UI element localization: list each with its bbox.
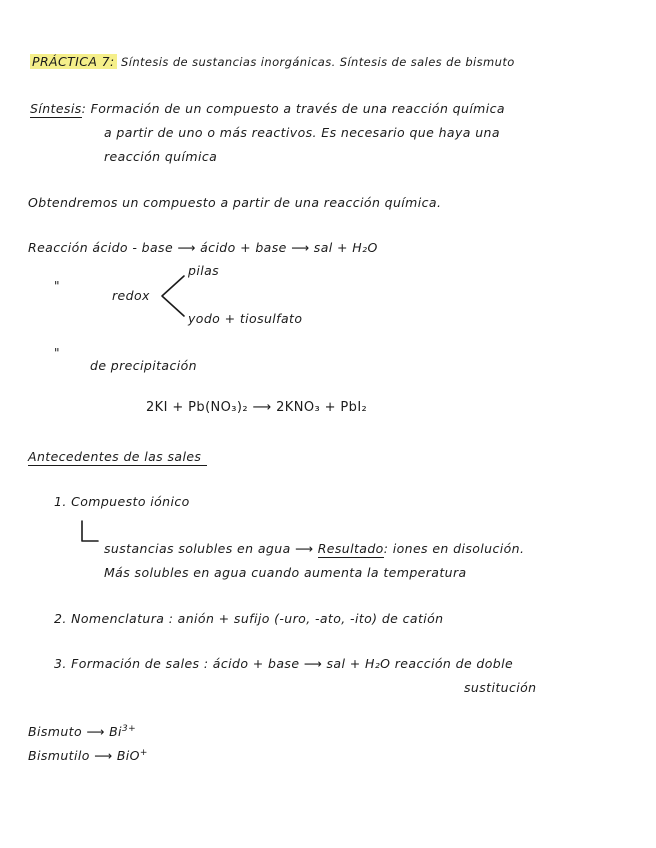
redox-pilas: pilas: [188, 263, 220, 278]
sintesis-line-3: reacción química: [104, 149, 218, 164]
item-1-connector: [82, 521, 98, 541]
antecedentes-heading-text: Antecedentes de las sales: [28, 449, 207, 466]
title-text: Síntesis de sustancias inorgánicas. Síntesis de sales de bismuto: [121, 55, 515, 69]
bismuto-formula: Bismuto ⟶ Bi: [28, 724, 122, 740]
obtendremos-line: Obtendremos un compuesto a partir de una reacción química.: [28, 195, 442, 210]
item1-result-label: Resultado: [317, 541, 384, 556]
sintesis-line-2: a partir de uno o más reactivos. Es necesario que haya una: [104, 125, 500, 140]
ditto-mark: ": [54, 279, 60, 293]
reaccion-precipitacion: de precipitación: [90, 358, 197, 373]
item1-text-b: : iones en disolución.: [383, 541, 525, 556]
redox-yodo: yodo + tiosulfato: [188, 311, 303, 326]
bismutilo-formula: Bismutilo ⟶ BiO: [28, 748, 140, 764]
bismuto-charge: 3+: [121, 724, 137, 734]
ditto-mark: ": [54, 346, 60, 360]
antecedentes-item-1-line-2: Más solubles en agua cuando aumenta la temperatura: [104, 565, 467, 580]
title-label: PRÁCTICA 7:: [32, 54, 115, 69]
sintesis-line-1: Formación de un compuesto a través de una reacción química: [90, 101, 505, 116]
ecuacion-precipitacion: 2KI + Pb(NO₃)₂ ⟶ 2KNO₃ + PbI₂: [146, 400, 368, 415]
antecedentes-item-3-line-2: sustitución: [464, 680, 537, 695]
redox-branch-bracket: [162, 276, 184, 316]
reaccion-redox: redox: [112, 288, 150, 303]
page-title: [30, 54, 515, 69]
sintesis-definition: [30, 101, 505, 116]
reaccion-acido-base: Reacción ácido - base ⟶ ácido + base ⟶ sal + H₂O: [28, 240, 378, 255]
antecedentes-heading: [28, 449, 207, 464]
antecedentes-item-2: 2. Nomenclatura : anión + sufijo (-uro, -ato, -ito) de catión: [54, 611, 444, 626]
sintesis-term: Síntesis: [30, 101, 82, 116]
bismutilo-line: [28, 748, 148, 763]
bismuto-line: [28, 724, 136, 739]
item1-text-a: sustancias solubles en agua ⟶: [104, 541, 314, 556]
antecedentes-item-1: 1. Compuesto iónico: [54, 494, 190, 509]
antecedentes-item-3-line-1: 3. Formación de sales : ácido + base ⟶ sal + H₂O reacción de doble: [54, 656, 514, 671]
sintesis-separator: :: [81, 101, 87, 116]
bismutilo-charge: +: [139, 748, 148, 758]
antecedentes-item-1-line-1: [104, 541, 524, 556]
